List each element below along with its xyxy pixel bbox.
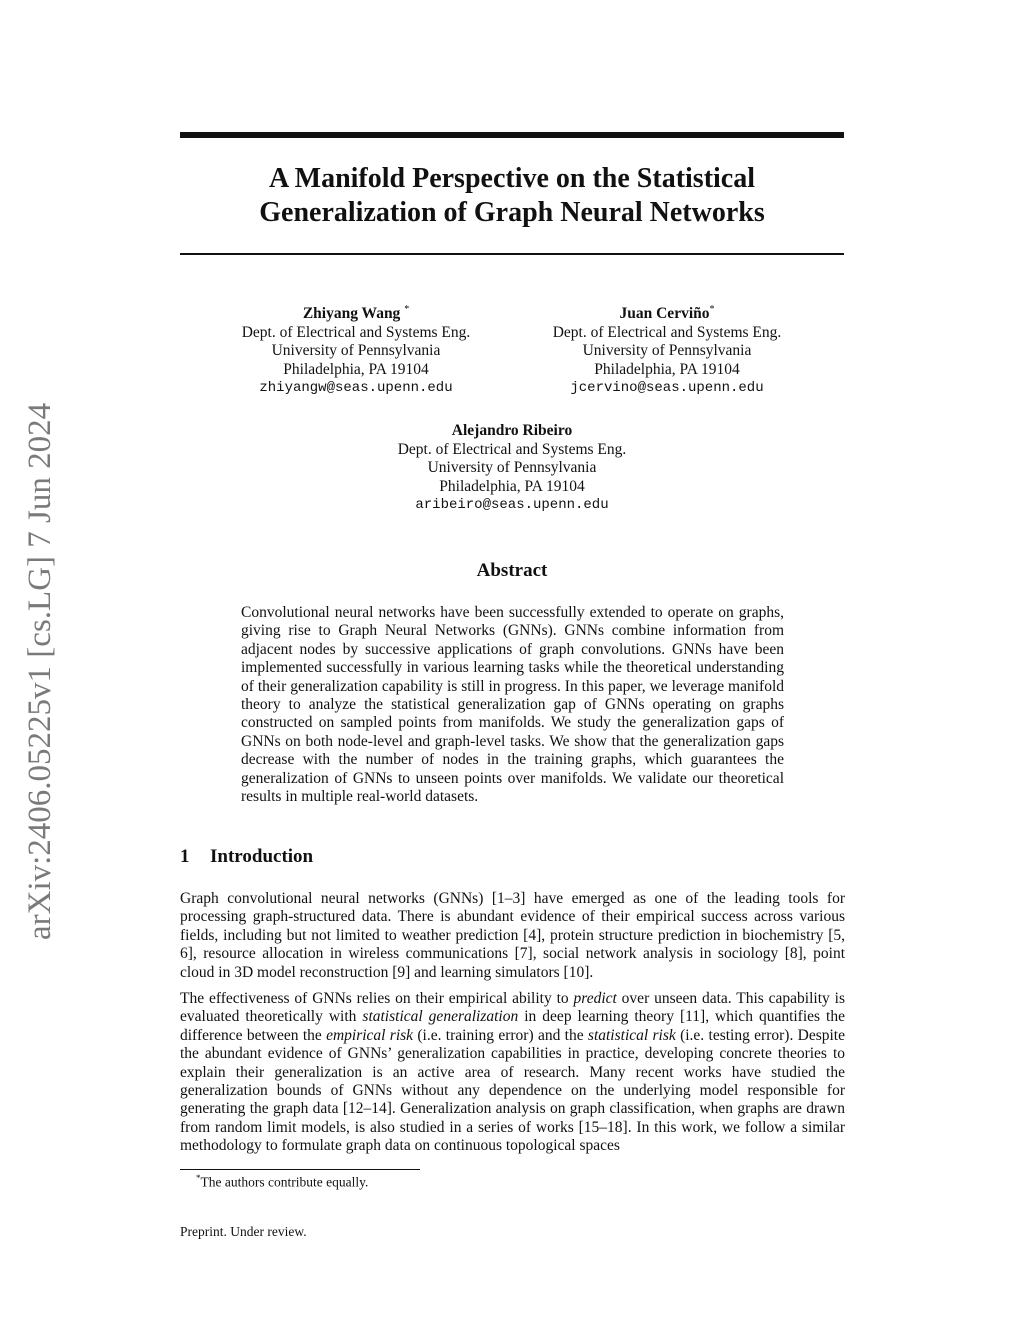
- footnote-mark: *: [196, 1173, 201, 1183]
- author-email[interactable]: jcervino@seas.upenn.edu: [570, 380, 764, 397]
- emphasis-statistical-risk: statistical risk: [587, 1026, 676, 1044]
- preprint-note: Preprint. Under review.: [180, 1224, 307, 1239]
- author-dept: Dept. of Electrical and Systems Eng.: [241, 323, 471, 341]
- author-email[interactable]: zhiyangw@seas.upenn.edu: [259, 380, 453, 397]
- author-dept: Dept. of Electrical and Systems Eng.: [552, 323, 782, 341]
- author-city: Philadelphia, PA 19104: [283, 360, 429, 378]
- author-dept: Dept. of Electrical and Systems Eng.: [397, 440, 627, 458]
- footnote-rule: [180, 1169, 420, 1170]
- intro-paragraph-1: Graph convolutional neural networks (GNNs) [1–3] have emerged as one of the leading tools for processing graph-structured data. There is abundant evidence of their empirical success across various fields, including but not limited to weather prediction [4], protein structure prediction in biochemistry [5, 6], resource allocation in wireless communications [7], social network analysis in sociology [8], point cloud in 3D model reconstruction [9] and learning simulators [10].: [180, 890, 845, 981]
- paper-title: [180, 162, 844, 230]
- author-name: Alejandro Ribeiro: [451, 422, 573, 439]
- text-segment: in deep learning theory [11], which quantifies the difference between the: [180, 1008, 845, 1044]
- intro-paragraph-2: [180, 990, 845, 1156]
- author-footnote-mark: *: [404, 304, 410, 315]
- abstract-heading: Abstract: [476, 560, 548, 581]
- author-block-1: [216, 301, 496, 398]
- section-title: Introduction: [210, 846, 314, 867]
- author-footnote-mark: *: [709, 304, 715, 315]
- author-university: University of Pennsylvania: [271, 342, 441, 360]
- footnote: [196, 1173, 368, 1191]
- text-segment: (i.e. testing error). Despite the abundant evidence of GNNs’ generalization capabilities in practice, developing concrete theories to explain their generalization is an active area of research. Many recent works have studied the generalization bounds of GNNs without any dependence on the underlying model responsible for generating the graph data [12–14]. Generalization analysis on graph classification, when graphs are drawn from random limit models, is also studied in a series of works [15–18]. In this work, we follow a similar methodology to formulate graph data on continuous topological spaces: [180, 1026, 845, 1155]
- author-block-3: [372, 422, 652, 515]
- author-name: Juan Cerviño: [619, 305, 710, 323]
- author-city: Philadelphia, PA 19104: [594, 360, 740, 378]
- emphasis-predict: predict: [573, 990, 617, 1007]
- emphasis-statistical-generalization: statistical generalization: [362, 1008, 519, 1026]
- footnote-text: The authors contribute equally.: [200, 1174, 369, 1190]
- emphasis-empirical-risk: empirical risk: [326, 1026, 414, 1044]
- text-segment: over unseen data. This capability is evaluated theoretically with: [180, 990, 845, 1026]
- abstract-text: Convolutional neural networks have been successfully extended to operate on graphs, giving rise to Graph Neural Networks (GNNs). GNNs combine information from adjacent nodes by successive applications of graph convolutions. GNNs have been implemented successfully in various learning tasks while the theoretical understanding of their generalization capability is still in progress. In this paper, we leverage manifold theory to analyze the statistical generalization gap of GNNs operating on graphs constructed on sampled points from manifolds. We study the generalization gaps of GNNs on both node-level and graph-level tasks. We show that the generalization gaps decrease with the number of nodes in the training graphs, which guarantees the generalization of GNNs to unseen points over manifolds. We validate our theoretical results in multiple real-world datasets.: [241, 604, 784, 806]
- title-line-2: Generalization of Graph Neural Networks: [259, 197, 765, 228]
- section-heading-introduction: [180, 846, 844, 868]
- arxiv-identifier: arXiv:2406.05225v1 [cs.LG] 7 Jun 2024: [22, 402, 58, 940]
- section-number: 1: [180, 846, 190, 867]
- author-university: University of Pennsylvania: [582, 342, 752, 360]
- text-segment: The effectiveness of GNNs relies on their empirical ability to: [180, 990, 574, 1007]
- author-university: University of Pennsylvania: [427, 459, 597, 476]
- title-rule-bottom: [180, 253, 844, 255]
- author-email[interactable]: aribeiro@seas.upenn.edu: [415, 497, 609, 513]
- author-name: Zhiyang Wang: [302, 305, 401, 323]
- author-block-2: [527, 301, 807, 398]
- title-rule-top: [180, 132, 844, 138]
- text-segment: (i.e. training error) and the: [413, 1026, 588, 1044]
- author-city: Philadelphia, PA 19104: [439, 477, 585, 495]
- title-line-1: A Manifold Perspective on the Statistical: [268, 163, 756, 194]
